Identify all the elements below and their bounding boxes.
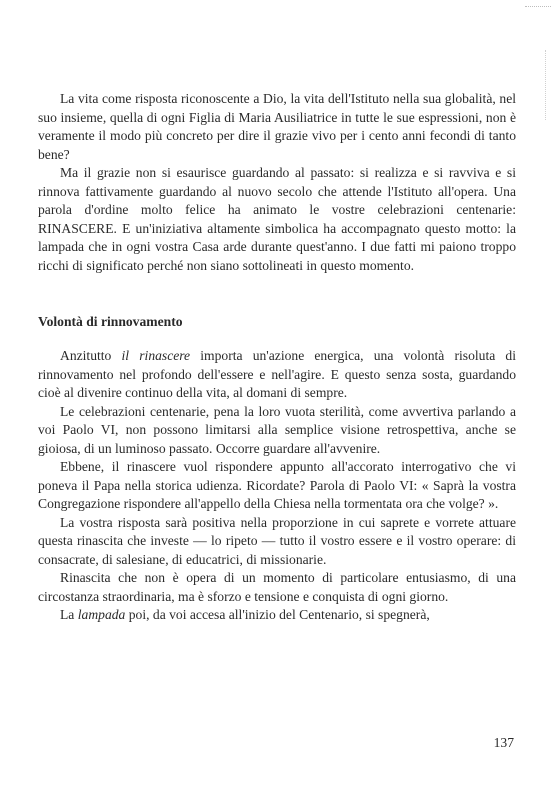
text-run: importa un'azione energica, una volontà risoluta di rinnovamento nel profondo dell'essere e nell'agire. E questo senza sosta, guardando cioè al divenire continuo della vita, al domani di sempre.	[38, 348, 516, 400]
scan-edge-mark	[545, 50, 547, 120]
paragraph: La vostra risposta sarà positiva nella proporzione in cui saprete e vorrete attuare questa rinascita che investe — lo ripeto — tutto il vostro essere e il vostro operare: di consacrate, di salesiane, di educatrici, di missionarie.	[38, 514, 516, 567]
scan-corner-mark	[525, 6, 551, 8]
italic-term: lampada	[77, 607, 126, 622]
italic-term: il rinascere	[121, 348, 191, 363]
text-run: Anzitutto	[60, 348, 122, 363]
text-run: La	[60, 607, 78, 622]
section-heading: Volontà di rinnovamento	[38, 314, 183, 329]
renewal-section	[38, 347, 516, 625]
intro-section	[38, 90, 516, 275]
page-number: 137	[493, 735, 514, 750]
paragraph: Ebbene, il rinascere vuol rispondere appunto all'accorato interrogativo che vi poneva il Papa nella storica udienza. Ricordate? Parola di Paolo VI: « Saprà la vostra Congregazione rispondere all'appello della Chiesa nella tormentata ora che volge? ».	[38, 459, 516, 511]
paragraph	[38, 347, 516, 403]
text-run: poi, da voi accesa all'inizio del Centenario, si spegnerà,	[125, 607, 430, 622]
paragraph: Le celebrazioni centenarie, pena la loro vuota sterilità, come avvertiva parlando a voi Paolo VI, non possono limitarsi alla semplice visione retrospettiva, anche se gioiosa, di un luminoso passato. Occorre guardare all'avvenire.	[38, 403, 516, 456]
paragraph	[38, 606, 516, 625]
paragraph: Ma il grazie non si esaurisce guardando al passato: si realizza e si ravviva e si rinnova fattivamente guardando al nuovo secolo che attende l'Istituto all'opera. Una parola d'ordine molto felice ha animato le vostre celebrazioni centenarie: RINASCERE. E un'iniziativa altamente simbolica ha accompagnato questo motto: la lampada che in ogni vostra Casa arde durante quest'anno. I due fatti mi paiono troppo ricchi di significato perché non siano sottolineati in questo momento.	[38, 165, 516, 273]
paragraph: La vita come risposta riconoscente a Dio, la vita dell'Istituto nella sua globalità, nel suo insieme, quella di ogni Figlia di Maria Ausiliatrice in tutte le sue espressioni, non è veramente il modo più concreto per dire il grazie vivo per i cento anni fecondi di tanto bene?	[38, 91, 516, 162]
paragraph: Rinascita che non è opera di un momento di particolare entusiasmo, di una circostanza straordinaria, ma è sforzo e tensione e conquista di ogni giorno.	[38, 570, 516, 604]
